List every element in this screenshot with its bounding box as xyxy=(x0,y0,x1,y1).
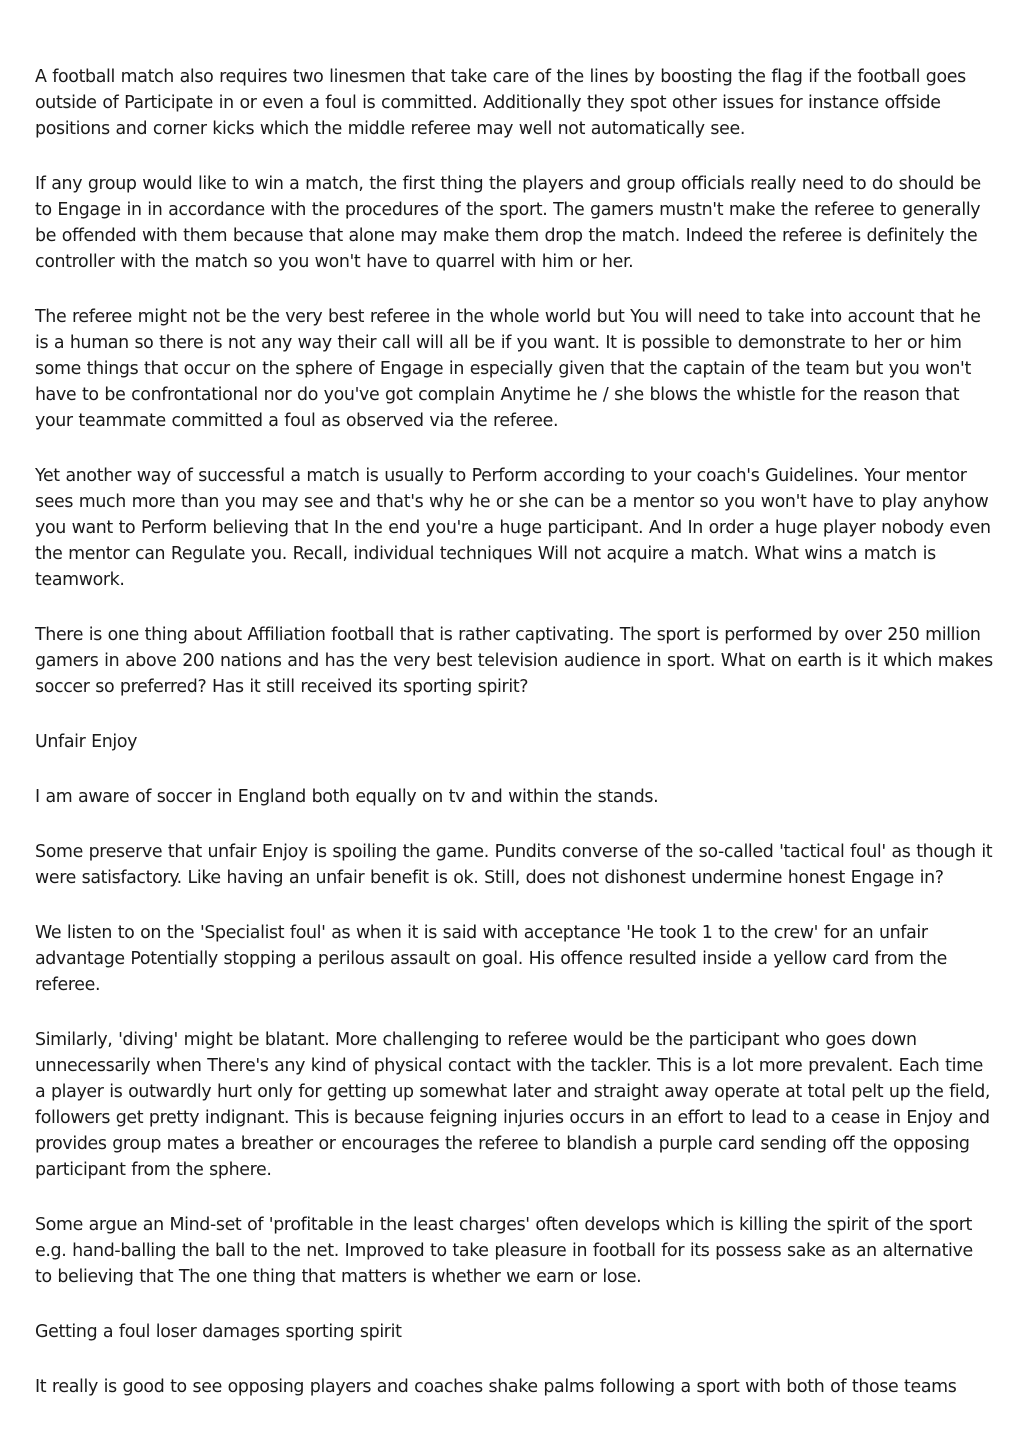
paragraph: If any group would like to win a match, the first thing the players and group officials really need to do should be to Engage in in accordance with the procedures of the sport. The gamers mustn't make the referee to generally be offended with them because that alone may make them drop the match. Indeed the referee is definitely the controller with the match so you won't have to quarrel with him or her. xyxy=(35,174,981,272)
paragraph: Some preserve that unfair Enjoy is spoiling the game. Pundits converse of the so-called 'tactical foul' as though it were satisfactory. Like having an unfair benefit is ok. Still, does not dishonest undermine honest Engage in? xyxy=(35,842,993,888)
paragraph: There is one thing about Affiliation football that is rather captivating. The sport is performed by over 250 million gamers in above 200 nations and has the very best television audience in sport. What on earth is it which makes soccer so preferred? Has it still received its sporting spirit? xyxy=(35,625,993,697)
paragraph: I am aware of soccer in England both equally on tv and within the stands. xyxy=(35,787,659,807)
paragraph: A football match also requires two linesmen that take care of the lines by boosting the flag if the football goes outside of Participate in or even a foul is committed. Additionally they spot other issues for instance offside positions and corner kicks which the middle referee may well not automatically see. xyxy=(35,67,966,139)
paragraph: Yet another way of successful a match is usually to Perform according to your coach's Guidelines. Your mentor sees much more than you may see and that's why he or she can be a mentor so you won't have to play anyhow you want to Perform believing that In the end you're a huge participant. And In order a huge player nobody even the mentor can Regulate you. Recall, individual techniques Will not acquire a match. What wins a match is teamwork. xyxy=(35,466,991,590)
paragraph: Some argue an Mind-set of 'profitable in the least charges' often develops which is killing the spirit of the sport e.g. hand-balling the ball to the net. Improved to take pleasure in football for its possess sake as an alternative to believing that The one thing that matters is whether we earn or lose. xyxy=(35,1215,973,1287)
paragraph: Similarly, 'diving' might be blatant. More challenging to referee would be the participant who goes down unnecessarily when There's any kind of physical contact with the tackler. This is a lot more prevalent. Each time a player is outwardly hurt only for getting up somewhat later and straight away operate at total pelt up the field, followers get pretty indignant. This is because feigning injuries occurs in an effort to lead to a cease in Enjoy and provides group mates a breather or encourages the referee to blandish a purple card sending off the opposing participant from the sphere. xyxy=(35,1030,991,1180)
paragraph: We listen to on the 'Specialist foul' as when it is said with acceptance 'He took 1 to the crew' for an unfair advantage Potentially stopping a perilous assault on goal. His offence resulted inside a yellow card from the referee. xyxy=(35,923,947,995)
section-heading: Getting a foul loser damages sporting spirit xyxy=(35,1322,402,1342)
paragraph: It really is good to see opposing players and coaches shake palms following a sport with both of those teams xyxy=(35,1377,957,1397)
paragraph: The referee might not be the very best referee in the whole world but You will need to take into account that he is a human so there is not any way their call will all be if you want. It is possible to demonstrate to her or him some things that occur on the sphere of Engage in especially given that the captain of the team but you won't have to be confrontational nor do you've got complain Anytime he / she blows the whistle for the reason that your teammate committed a foul as observed via the referee. xyxy=(35,307,981,431)
section-heading: Unfair Enjoy xyxy=(35,732,138,752)
document-body xyxy=(35,64,995,1429)
